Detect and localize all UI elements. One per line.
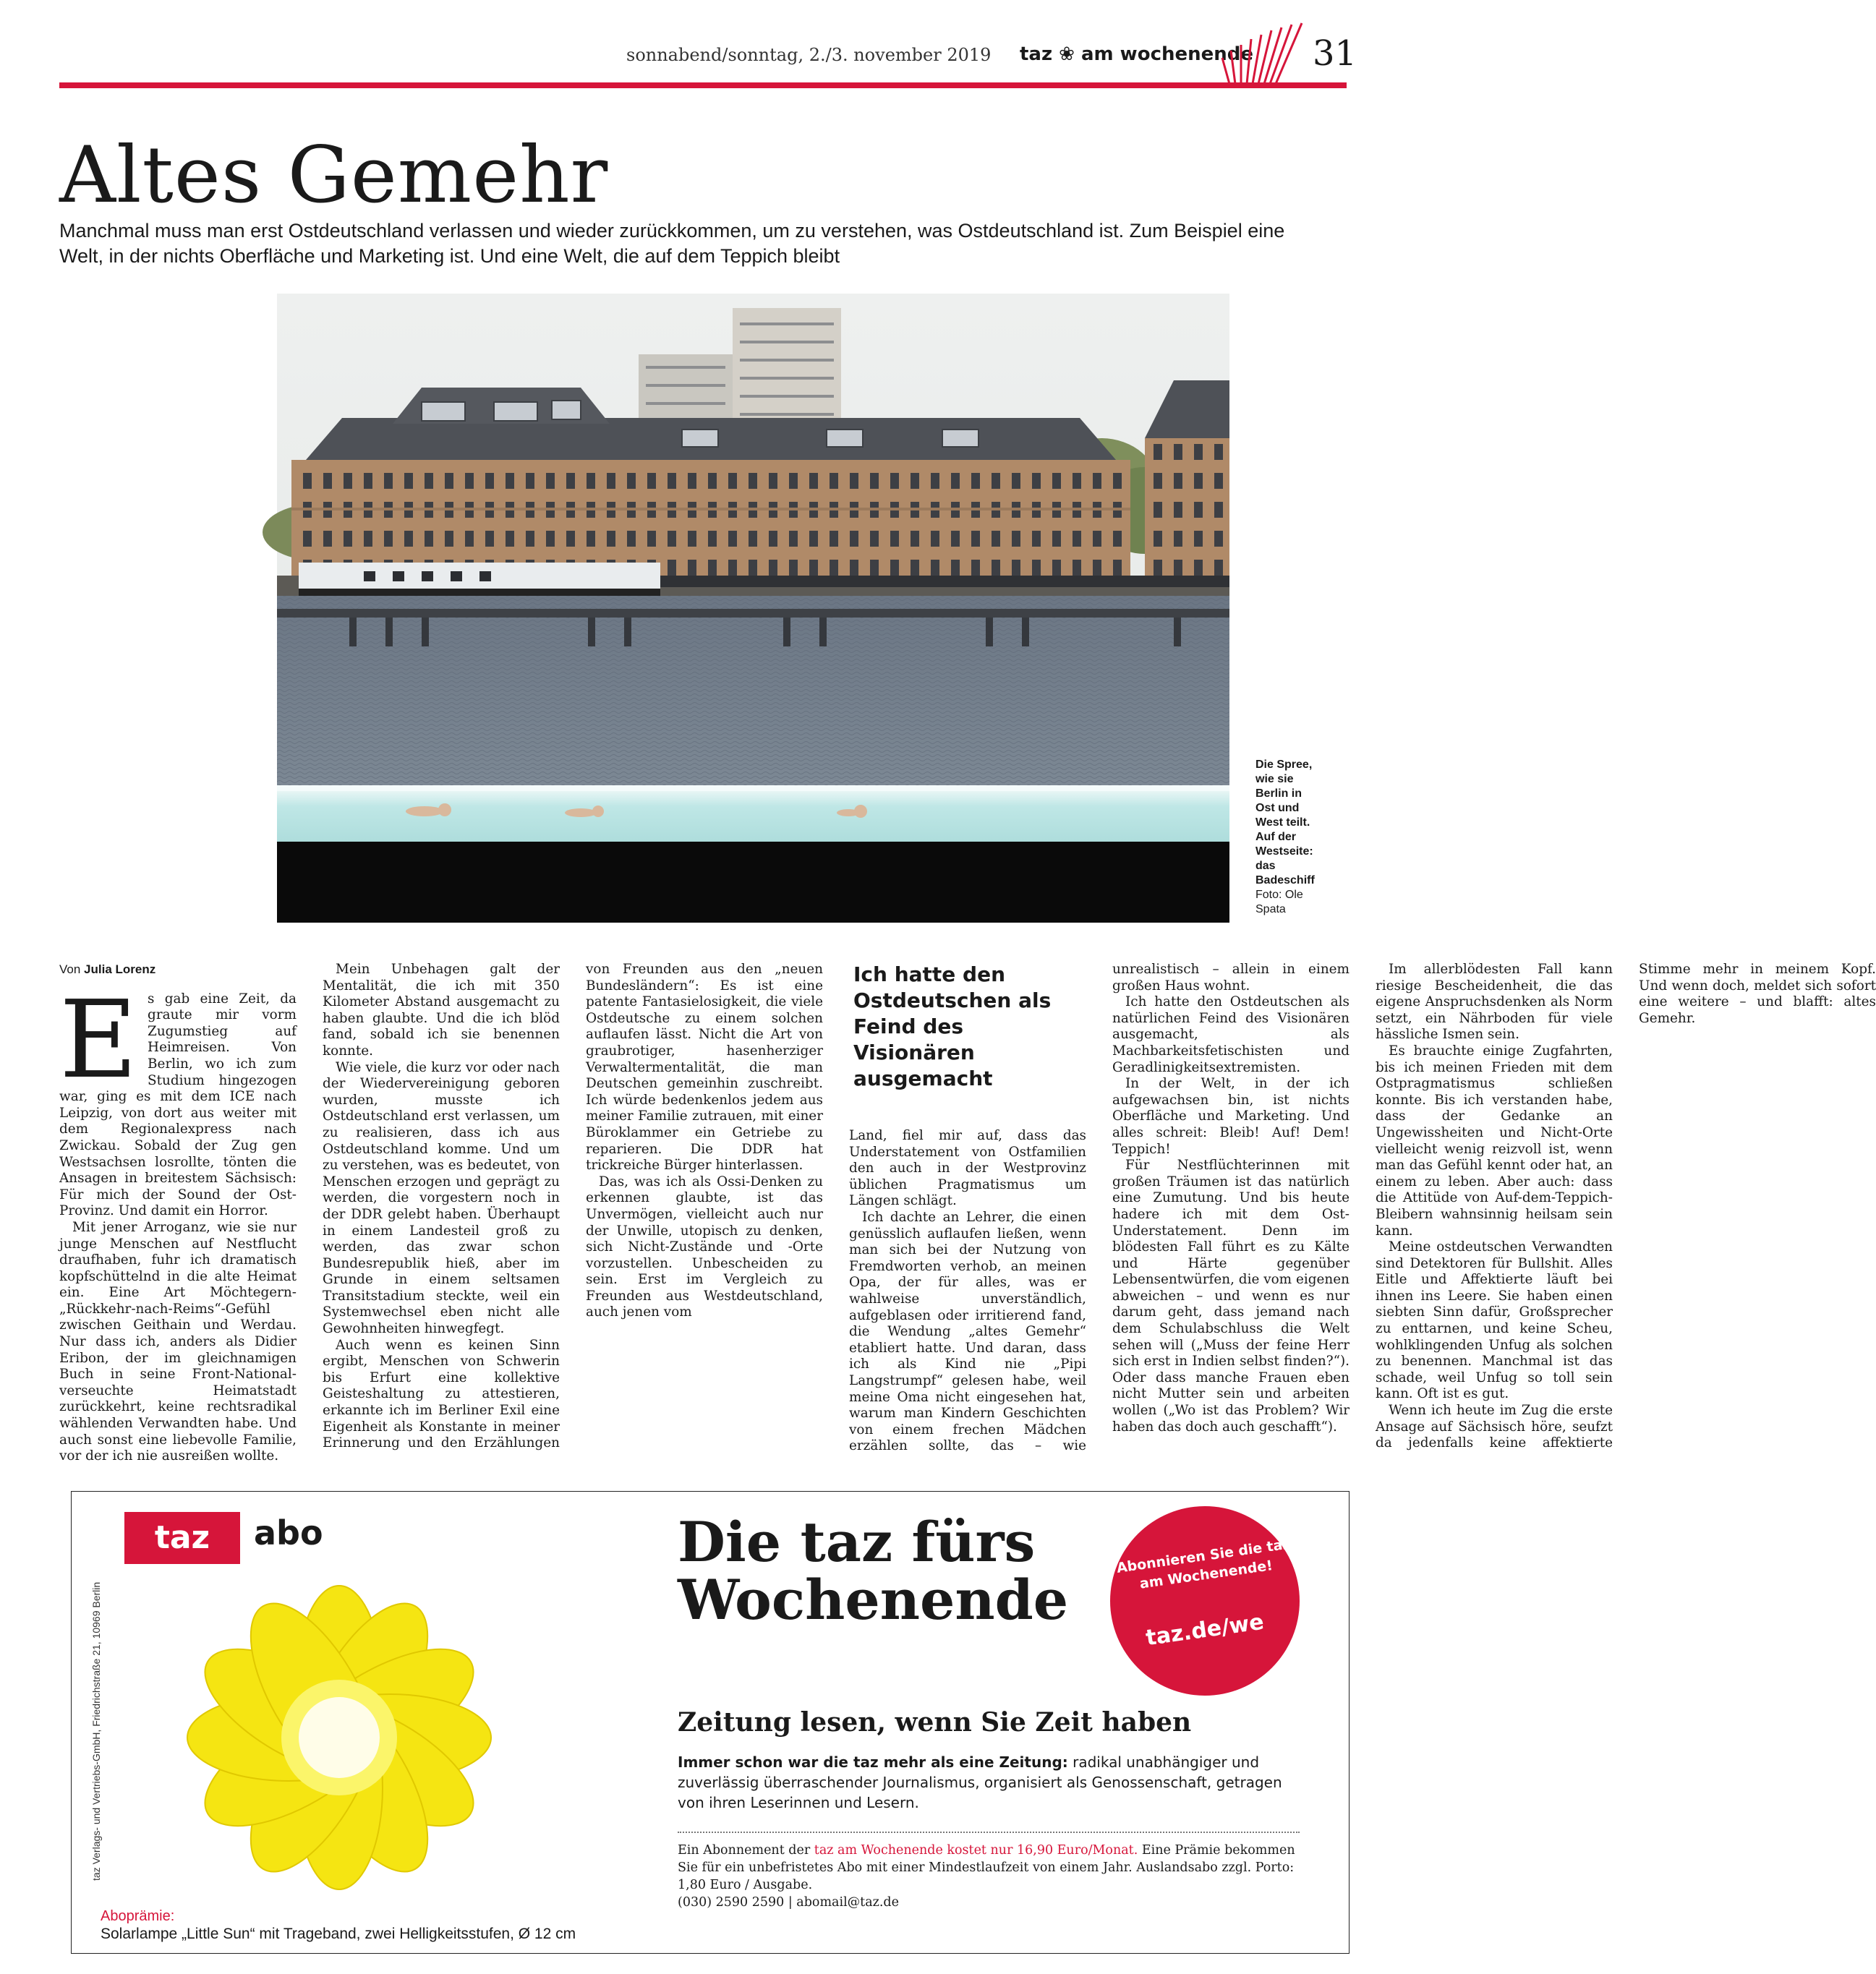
badge-url-link[interactable]: taz.de/we <box>1144 1609 1266 1652</box>
premium-label: Aboprämie: <box>101 1908 175 1924</box>
page-number: 31 <box>1313 33 1357 74</box>
paragraph <box>59 977 297 1220</box>
taz-fan-logo-icon <box>1222 20 1309 87</box>
paragraph-text: s gab eine Zeit, da graute mir vorm Zugumstieg auf Heimreisen. Von Berlin, wo ich zum Studium hingezogen war, ging es mit dem ICE nach Leipzig, von dort aus weiter mit dem Regionalexpress nach Zwickau. Sobald der Zug gen Westsachsen losrollte, tönten die Ansagen in breitestem Sächsisch: Für mich der Sound der Ost-Provinz. Und damit ein Horror. <box>59 991 297 1219</box>
taz-logo <box>124 1512 240 1564</box>
fine-print-terms: Eine Prämie bekommen Sie für ein unbefristetes Abo mit einer Mindestlaufzeit von einem Jahr. Auslandsabo zzgl. Porto: 1,80 Euro / Ausgabe. <box>678 1843 1295 1892</box>
paragraph: Auch wenn es keinen Sinn ergibt, Menschen von Schwerin bis Erfurt eine kollektive Geisteshaltung zu attestieren, erkannte ich im Berliner Exil eine Eigenheit als Konstante in meiner Erinnerung und den Erzählungen von Freunden aus den „neuen Bundesländern“: Es ist eine patente Fantasielosigkeit, die viele Ostdeutsche zu einem solchen auflaufen lässt. Nicht die Art von graubrotiger, hasenherziger Verwaltermentalität, die man Deutschen gemeinhin zuschreibt. Ich würde bedenkenlos jedem aus meiner Familie zutrauen, mit einer Büroklammer ein Getriebe zu reparieren. Die DDR hat trickreiche Bürger hinterlassen. <box>323 962 823 1451</box>
paragraph: Mit jener Arroganz, wie sie nur junge Menschen auf Nestflucht draufhaben, fuhr ich dramatisch kopfschüttelnd in die alte Heimat ein. Eine Art Möchtegern-„Rückkehr-nach-Reims“-Gefühl zwischen Geithain und Werdau. Nur dass ich, anders als Didier Eribon, der im gleichnamigen Buch in seine Front-National-verseuchte Heimatstadt zurückkehrt, keine rechtsradikal wählenden Verwandten habe. Und auch sonst eine liebevolle Familie, vor der ich nie ausreißen wollte. <box>59 1219 297 1464</box>
publication-brand: taz ❀ am wochenende <box>1020 43 1254 65</box>
paragraph: Ich dachte an Lehrer, die einen genüsslich auflaufen ließen, wenn man sich bei der Nutzung von Fremdworten verhob, an meinen Opa, der für alles, was er wahlweise unverständlich, aufgeblasen oder irritierend fand, die Wendung „altes Gemehr“ etabliert hatte. Und daran, dass ich als Kind nie „Pipi Langstrumpf“ gelesen habe, weil meine Oma nicht eingesehen hat, warum man Kindern Geschichten von einem frechen Mädchen erzählen sollte, das – wie unrealistisch – allein in einem großen Haus wohnt. <box>849 962 1350 1454</box>
photo-caption <box>1255 758 1321 917</box>
paragraph: Wenn ich heute im Zug die erste Ansage auf Sächsisch höre, seufzt da jedenfalls keine affektierte Stimme mehr in meinem Kopf. Und wenn doch, meldet sich sofort eine weitere – und blafft: altes Gemehr. <box>1376 962 1876 1451</box>
header-rule <box>59 82 1347 88</box>
paragraph: Wie viele, die kurz vor oder nach der Wiedervereinigung geboren wurden, musste ich Ostdeutschland erst verlassen, um zu realisieren, dass ich aus Ostdeutschland komme. Und um zu verstehen, was es bedeutet, von Menschen erzogen und geprägt zu werden, die vorgestern noch in der DDR gelebt haben. Überhaupt in einem Landesteil groß zu werden, das zwar schon Bundesrepublik hieß, aber im Grunde in einem seltsamen Transitstadium steckte, weil ein Systemwechsel eben nicht alle Gewohnheiten hinwegfegt. <box>323 1059 560 1337</box>
ad-fine-print <box>678 1842 1300 1911</box>
article-body <box>59 962 1876 1468</box>
fine-print-lead: Ein Abonnement der <box>678 1843 814 1858</box>
paragraph: In der Welt, in der ich aufgewachsen bin, ist nichts Oberfläche und Marketing. Und alles schreit: Bleib! Auf! Dem! Teppich! <box>1112 1076 1350 1157</box>
paragraph: Mein Unbehagen galt der Mentalität, die ich mit 350 Kilometer Abstand ausgemacht zu haben glaubte. Und die ich blöd fand, sobald ich sie benennen konnte. <box>323 962 560 1059</box>
taz-logo-text: taz <box>154 1519 210 1556</box>
paragraph: Land, fiel mir auf, dass das Understatement von Ostfamilien den auch in der Westprovinz üblichen Pragmatismus um Längen schlägt. <box>849 1128 1086 1209</box>
dotted-divider <box>678 1832 1300 1833</box>
paragraph: Meine ostdeutschen Verwandten sind Detektoren für Bullshit. Alles Eitle und Affektierte läuft bei ihnen ins Leere. Sie haben einen siebten Sinn dafür, Großsprecher zu enttarnen, und keine Scheu, wohlklingenden Unfug als solchen zu benennen. Manchmal ist das schade, weil Unfug so toll sein kann. Oft ist es gut. <box>1376 1239 1613 1402</box>
drop-cap: E <box>59 977 138 1102</box>
byline <box>59 962 297 978</box>
headline: Altes Gemehr <box>59 130 609 221</box>
author-name: Julia Lorenz <box>84 962 156 976</box>
paragraph: Es brauchte einige Zugfahrten, bis ich meinen Frieden mit dem Ostpragmatismus schließen konnte. Bis ich verstanden habe, dass der Gedanke an Ungewissheiten und Nicht-Orte vielleicht wenig reizvoll ist, wenn man das Gefühl kennt oder hat, an einem zu leben. Aber auch: dass die Attitüde von Auf-dem-Teppich-Bleibern wahnsinnig heilsam sein kann. <box>1376 1043 1613 1239</box>
pull-quote: Ich hatte den Ostdeutschen als Feind des Visionären ausgemacht <box>853 962 1052 1090</box>
ad-body-lead: Immer schon war die taz mehr als eine Zeitung: <box>678 1753 1068 1771</box>
ad-title: Die taz fürs Wochenende <box>678 1510 1069 1632</box>
paragraph: Das, was ich als Ossi-Denken zu erkennen glaubte, ist das Unvermögen, vielleicht auch nur der Unwille, utopisch zu denken, sich Nicht-Zustände und -Orte vorzustellen. Unbescheiden zu sein. Erst im Vergleich zu Freunden aus Westdeutschland, auch jenen vom <box>586 1174 823 1320</box>
issue-date: sonnabend/sonntag, 2./3. november 2019 <box>626 45 992 65</box>
paragraph: Im allerblödesten Fall kann riesige Bescheidenheit, die das eigene Anspruchsdenken als Norm setzt, ein Nährboden für viele hässliche Ismen sein. <box>1376 962 1613 1043</box>
article-photo <box>277 294 1229 923</box>
publisher-address: taz Verlags- und Vertriebs-GmbH, Friedrichstraße 21, 10969 Berlin <box>90 1581 102 1881</box>
paragraph: Für Nestflüchterinnen mit großen Träumen ist das natürlich eine Zumutung. Und bis heute hadere ich mit dem Ost-Understatement. Denn im blödesten Fall führt es zu Kälte und Härte gegenüber Lebensentwürfen, die vom eigenen abweichen – und wenn es nur darum geht, dass jemand nach dem Schulabschluss die Welt sehen will („Muss der feine Herr sich erst in Indien selbst finden?“). Oder dass manche Frauen eben nicht Mutter sein und arbeiten wollen („Wo ist das Problem? Wir haben das doch auch geschafft“). <box>1112 1158 1350 1435</box>
ad-body-rest: radikal unabhängiger und zuverlässig überraschender Journalismus, organisiert als Genossenschaft, getragen von ihren Leserinnen und Lesern. <box>678 1753 1282 1811</box>
photo-credit: Foto: Ole Spata <box>1255 889 1303 915</box>
byline-prefix: Von <box>59 962 81 976</box>
subheadline: Manchmal muss man erst Ostdeutschland verlassen und wieder zurückkommen, um zu verstehen, was Ostdeutschland ist. Zum Beispiel eine Welt, in der nichts Oberfläche und Marketing ist. Und eine Welt, die auf dem Teppich bleibt <box>59 220 1285 267</box>
subscribe-badge[interactable] <box>1110 1506 1300 1696</box>
ad-body <box>678 1752 1300 1813</box>
badge-text: Abonnieren Sie die taz am Wochenende! <box>1115 1536 1292 1592</box>
price-info: taz am Wochenende kostet nur 16,90 Euro/Monat. <box>814 1843 1138 1858</box>
contact-info[interactable]: (030) 2590 2590 | abomail@taz.de <box>678 1895 899 1910</box>
sun-lamp-icon <box>151 1578 527 1897</box>
caption-text: Die Spree, wie sie Berlin in Ost und West teilt. Auf der Westseite: das Badeschiff <box>1255 759 1315 886</box>
premium-description: Solarlampe „Little Sun“ mit Trageband, zwei Helligkeitsstufen, Ø 12 cm <box>101 1926 576 1942</box>
ad-subtitle: Zeitung lesen, wenn Sie Zeit haben <box>678 1707 1192 1738</box>
paragraph: Ich hatte den Ostdeutschen als natürlichen Feind des Visionären ausgemacht, als Machbarkeitsfetischisten und Geradlinigkeitsextremisten. <box>1112 994 1350 1075</box>
subscription-ad[interactable] <box>71 1491 1350 1954</box>
abo-label: abo <box>254 1513 323 1552</box>
